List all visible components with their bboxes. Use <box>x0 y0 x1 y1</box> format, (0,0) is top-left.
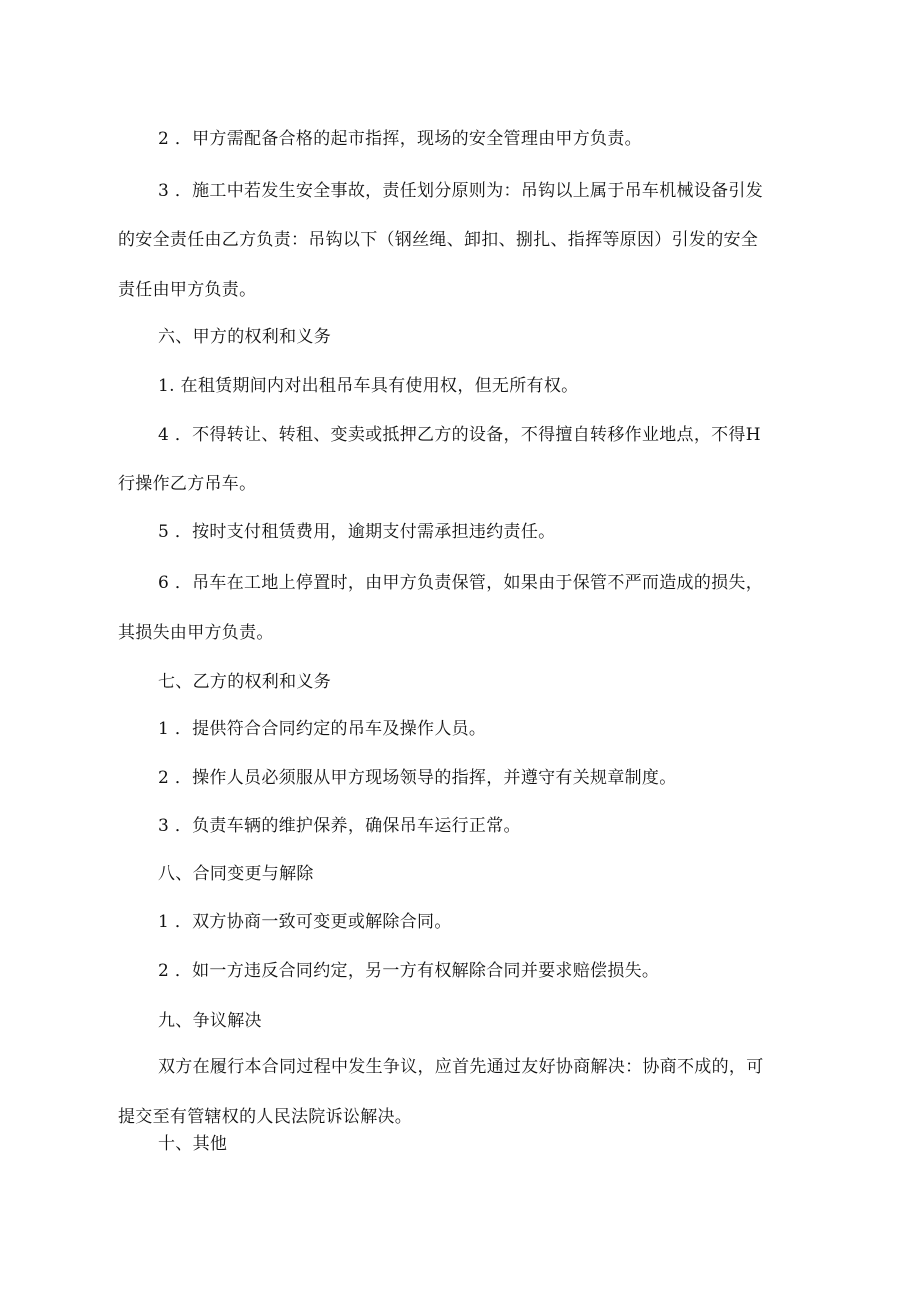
text-line: 4 ．不得转让、转租、变卖或抵押乙方的设备，不得擅自转移作业地点，不得H <box>158 425 761 445</box>
text-line: 1 ．双方协商一致可变更或解除合同。 <box>158 912 452 932</box>
text-line: 其损失由甲方负责。 <box>118 623 274 643</box>
section-heading: 七、乙方的权利和义务 <box>158 672 331 692</box>
text-line: 2 ．操作人员必须服从甲方现场领导的指挥，并遵守有关规章制度。 <box>158 768 677 788</box>
section-heading: 九、争议解决 <box>158 1011 262 1031</box>
text-line: 提交至有管辖权的人民法院诉讼解决。 <box>118 1107 413 1127</box>
text-line: 双方在履行本合同过程中发生争议，应首先通过友好协商解决：协商不成的，可 <box>158 1057 764 1077</box>
text-line: 的安全责任由乙方负责：吊钩以下（钢丝绳、卸扣、捌扎、指挥等原因）引发的安全 <box>118 230 759 250</box>
text-line: 1. 在租赁期间内对出租吊车具有使用权，但无所有权。 <box>158 376 579 396</box>
text-line: 2 ．如一方违反合同约定，另一方有权解除合同并要求赔偿损失。 <box>158 961 660 981</box>
section-heading: 六、甲方的权利和义务 <box>158 327 331 347</box>
text-line: 2 ．甲方需配备合格的起市指挥，现场的安全管理由甲方负责。 <box>158 129 642 149</box>
text-line: 6 ．吊车在工地上停置时，由甲方负责保管，如果由于保管不严而造成的损失， <box>158 573 764 593</box>
section-heading: 八、合同变更与解除 <box>158 864 314 884</box>
section-heading: 十、其他 <box>158 1134 228 1154</box>
text-line: 3 ．施工中若发生安全事故，责任划分原则为：吊钩以上属于吊车机械设备引发 <box>158 181 764 201</box>
text-line: 行操作乙方吊车。 <box>118 474 257 494</box>
text-line: 5 ．按时支付租赁费用，逾期支付需承担违约责任。 <box>158 522 556 542</box>
text-line: 1 ．提供符合合同约定的吊车及操作人员。 <box>158 719 487 739</box>
text-line: 责任由甲方负责。 <box>118 280 257 300</box>
text-line: 3 ．负责车辆的维护保养，确保吊车运行正常。 <box>158 816 521 836</box>
